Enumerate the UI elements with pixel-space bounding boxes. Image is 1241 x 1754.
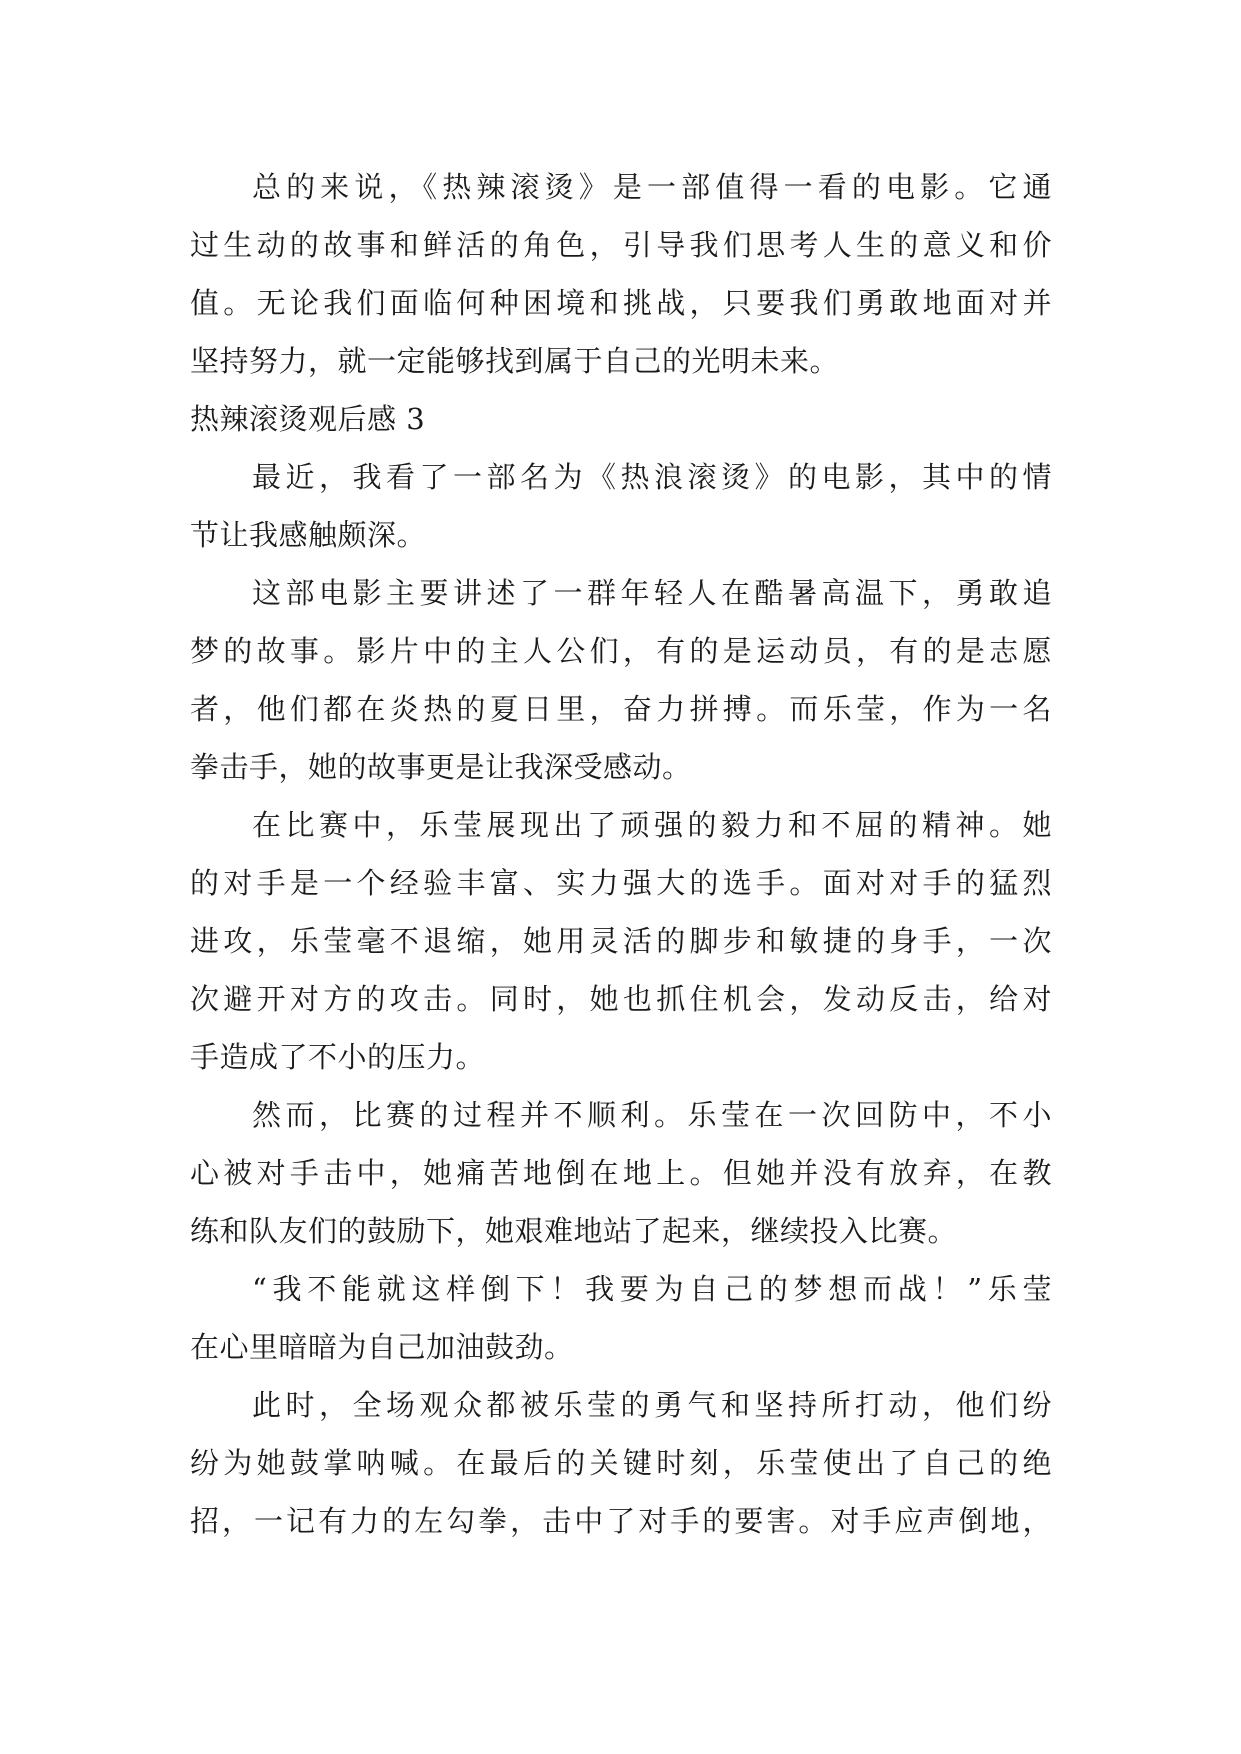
- paragraph-line: 过生动的故事和鲜活的角色，引导我们思考人生的意义和价: [190, 228, 1052, 262]
- paragraph-line: 心被对手击中，她痛苦地倒在地上。但她并没有放弃，在教: [190, 1156, 1052, 1190]
- paragraph-line: 进攻，乐莹毫不退缩，她用灵活的脚步和敏捷的身手，一次: [190, 924, 1052, 958]
- paragraph-line: 值。无论我们面临何种困境和挑战，只要我们勇敢地面对并: [190, 286, 1052, 320]
- paragraph-line: 总的来说，《热辣滚烫》是一部值得一看的电影。它通: [252, 170, 1052, 204]
- paragraph-line: 梦的故事。影片中的主人公们，有的是运动员，有的是志愿: [190, 634, 1052, 668]
- paragraph-line: 坚持努力，就一定能够找到属于自己的光明未来。: [190, 344, 840, 378]
- paragraph-line: 招，一记有力的左勾拳，击中了对手的要害。对手应声倒地，: [190, 1504, 1052, 1538]
- paragraph-line: 在比赛中，乐莹展现出了顽强的毅力和不屈的精神。她: [252, 808, 1052, 842]
- section-heading: 热辣滚烫观后感 3: [190, 402, 426, 436]
- paragraph-line: 者，他们都在炎热的夏日里，奋力拼搏。而乐莹，作为一名: [190, 692, 1052, 726]
- paragraph-line: 此时，全场观众都被乐莹的勇气和坚持所打动，他们纷: [252, 1388, 1052, 1422]
- paragraph-line: 次避开对方的攻击。同时，她也抓住机会，发动反击，给对: [190, 982, 1052, 1016]
- paragraph-line: 这部电影主要讲述了一群年轻人在酷暑高温下，勇敢追: [252, 576, 1052, 610]
- paragraph-line: 纷为她鼓掌呐喊。在最后的关键时刻，乐莹使出了自己的绝: [190, 1446, 1052, 1480]
- paragraph-line: 拳击手，她的故事更是让我深受感动。: [190, 750, 692, 784]
- paragraph-line: 最近，我看了一部名为《热浪滚烫》的电影，其中的情: [252, 460, 1052, 494]
- paragraph-line: 在心里暗暗为自己加油鼓劲。: [190, 1330, 574, 1364]
- paragraph-line: “我不能就这样倒下！我要为自己的梦想而战！”乐莹: [252, 1272, 1052, 1306]
- paragraph-line: 练和队友们的鼓励下，她艰难地站了起来，继续投入比赛。: [190, 1214, 958, 1248]
- document-body: [190, 158, 1052, 1550]
- paragraph-line: 的对手是一个经验丰富、实力强大的选手。面对对手的猛烈: [190, 866, 1052, 900]
- paragraph-line: 节让我感触颇深。: [190, 518, 427, 552]
- paragraph-line: 手造成了不小的压力。: [190, 1040, 486, 1074]
- paragraph-line: 然而，比赛的过程并不顺利。乐莹在一次回防中，不小: [252, 1098, 1052, 1132]
